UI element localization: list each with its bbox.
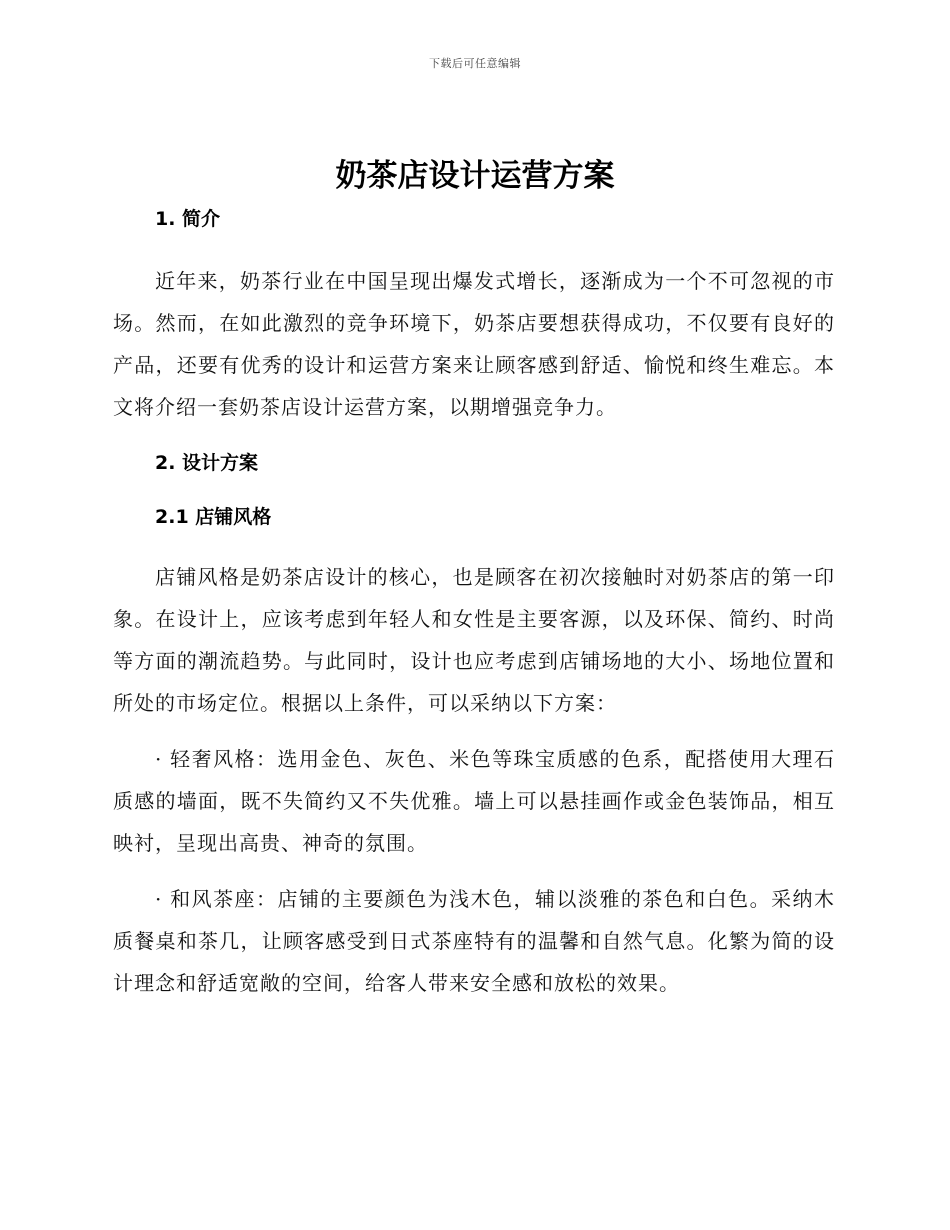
bullet-japanese-tea-style: · 和风茶座：店铺的主要颜色为浅木色，辅以淡雅的茶色和白色。采纳木质餐桌和茶几，让顾客感受到日式茶座特有的温馨和自然气息。化繁为简的设计理念和舒适宽敞的空间，给客人带来安全感和放松的效果。 [113, 887, 835, 995]
bullet-luxury-style: · 轻奢风格：选用金色、灰色、米色等珠宝质感的色系，配搭使用大理石质感的墙面，既不失简约又不失优雅。墙上可以悬挂画作或金色装饰品，相互映衬，呈现出高贵、神奇的氛围。 [113, 747, 835, 855]
section-heading-design: 2. 设计方案 [155, 452, 259, 474]
store-style-paragraph: 店铺风格是奶茶店设计的核心，也是顾客在初次接触时对奶茶店的第一印象。在设计上，应该考虑到年轻人和女性是主要客源，以及环保、简约、时尚等方面的潮流趋势。与此同时，设计也应考虑到店铺场地的大小、场地位置和所处的市场定位。根据以上条件，可以采纳以下方案： [113, 565, 835, 715]
intro-paragraph: 近年来，奶茶行业在中国呈现出爆发式增长，逐渐成为一个不可忽视的市场。然而，在如此激烈的竞争环境下，奶茶店要想获得成功，不仅要有良好的产品，还要有优秀的设计和运营方案来让顾客感到舒适、愉悦和终生难忘。本文将介绍一套奶茶店设计运营方案，以期增强竞争力。 [113, 269, 835, 419]
document-body [113, 202, 835, 1004]
document-title: 奶茶店设计运营方案 [335, 158, 615, 194]
subsection-heading-store-style: 2.1 店铺风格 [155, 506, 272, 528]
header-note: 下载后可任意编辑 [429, 57, 521, 70]
section-heading-intro: 1. 简介 [155, 208, 221, 230]
